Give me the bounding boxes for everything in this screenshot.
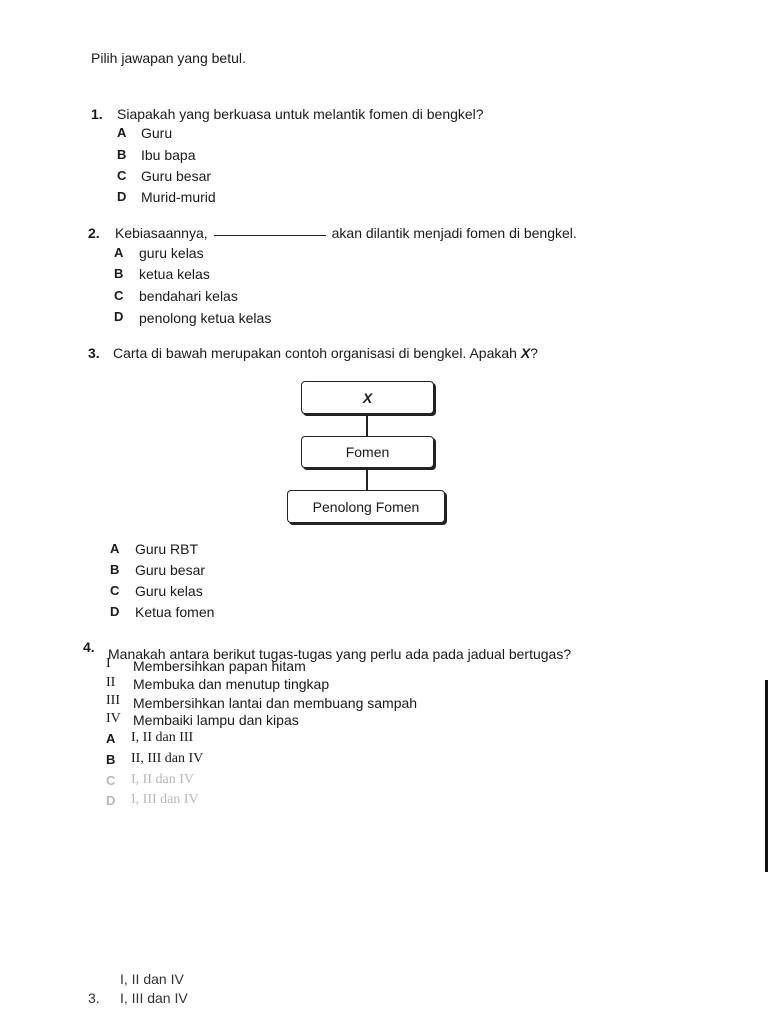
q1-option-a-letter: A bbox=[117, 125, 127, 140]
q4-option-a-letter: A bbox=[106, 731, 116, 746]
org-box-fomen bbox=[301, 436, 434, 468]
question-1-text: Siapakah yang berkuasa untuk melantik fomen di bengkel? bbox=[117, 106, 484, 122]
q2-option-b-letter: B bbox=[114, 266, 124, 281]
question-1-number: 1. bbox=[91, 106, 103, 122]
instruction-text: Pilih jawapan yang betul. bbox=[91, 50, 246, 66]
q4-option-a[interactable]: I, II dan III bbox=[131, 730, 194, 745]
q4-option-b-letter: B bbox=[106, 752, 116, 767]
question-3-x: X bbox=[520, 345, 531, 361]
q4-statement-2-roman: II bbox=[106, 675, 116, 690]
q1-option-c-letter: C bbox=[117, 168, 127, 183]
q4-option-c[interactable]: I, II dan IV bbox=[131, 772, 194, 787]
q2-option-b[interactable]: ketua kelas bbox=[139, 266, 210, 282]
q3-option-b[interactable]: Guru besar bbox=[135, 562, 206, 578]
question-3-text-before: Carta di bawah merupakan contoh organisasi di bengkel. Apakah bbox=[113, 345, 517, 361]
q4-statement-2: Membuka dan menutup tingkap bbox=[133, 676, 330, 692]
question-4-text: Manakah antara berikut tugas-tugas yang perlu ada pada jadual bertugas? bbox=[108, 646, 572, 662]
q2-option-c-letter: C bbox=[114, 288, 124, 303]
question-2-number: 2. bbox=[88, 225, 100, 241]
q2-option-c[interactable]: bendahari kelas bbox=[139, 288, 238, 304]
bottom-line-2-number: 3. bbox=[88, 990, 100, 1006]
q1-option-b[interactable]: Ibu bapa bbox=[141, 147, 196, 163]
q4-statement-4: Membaiki lampu dan kipas bbox=[133, 712, 299, 728]
org-box-penolong-fomen bbox=[287, 490, 445, 523]
question-3-text-after: ? bbox=[530, 345, 538, 361]
org-connector-2 bbox=[366, 468, 368, 490]
q3-option-c-letter: C bbox=[110, 583, 120, 598]
q3-option-d[interactable]: Ketua fomen bbox=[135, 604, 215, 620]
question-4-number: 4. bbox=[83, 639, 95, 655]
q4-statement-4-roman: IV bbox=[106, 711, 121, 726]
bottom-line-2: I, III dan IV bbox=[120, 990, 188, 1006]
q2-option-d-letter: D bbox=[114, 309, 124, 324]
org-box-fomen-label: Fomen bbox=[345, 444, 390, 460]
q4-statement-1-roman: I bbox=[106, 656, 111, 671]
question-3-text bbox=[113, 345, 538, 361]
q2-option-d[interactable]: penolong ketua kelas bbox=[139, 310, 272, 326]
q4-statement-3: Membersihkan lantai dan membuang sampah bbox=[133, 695, 418, 711]
org-box-x-label: X bbox=[362, 389, 373, 406]
q1-option-b-letter: B bbox=[117, 147, 127, 162]
org-box-x bbox=[301, 381, 434, 414]
q2-option-a[interactable]: guru kelas bbox=[139, 245, 204, 261]
q3-option-a-letter: A bbox=[110, 541, 120, 556]
q4-option-b[interactable]: II, III dan IV bbox=[131, 751, 204, 766]
question-3-number: 3. bbox=[88, 345, 100, 361]
q3-option-d-letter: D bbox=[110, 604, 120, 619]
q3-option-c[interactable]: Guru kelas bbox=[135, 583, 203, 599]
answer-blank bbox=[214, 235, 326, 236]
q4-option-d[interactable]: I, III dan IV bbox=[131, 792, 199, 807]
org-box-penolong-fomen-label: Penolong Fomen bbox=[312, 498, 420, 515]
q4-statement-3-roman: III bbox=[106, 693, 120, 708]
q4-option-c-letter: C bbox=[106, 773, 116, 788]
q1-option-d-letter: D bbox=[117, 189, 127, 204]
question-2-text-before: Kebiasaannya, bbox=[115, 225, 208, 241]
q1-option-c[interactable]: Guru besar bbox=[141, 168, 212, 184]
bottom-line-1: I, II dan IV bbox=[120, 971, 184, 987]
org-connector-1 bbox=[366, 414, 368, 436]
question-2-text bbox=[115, 225, 577, 241]
q2-option-a-letter: A bbox=[114, 245, 124, 260]
q3-option-b-letter: B bbox=[110, 562, 120, 577]
q3-option-a[interactable]: Guru RBT bbox=[135, 541, 199, 557]
q4-statement-1: Membersihkan papan hitam bbox=[133, 658, 306, 674]
question-2-text-after: akan dilantik menjadi fomen di bengkel. bbox=[331, 225, 577, 241]
q1-option-d[interactable]: Murid-murid bbox=[141, 189, 216, 205]
q1-option-a[interactable]: Guru bbox=[141, 125, 173, 141]
q4-option-d-letter: D bbox=[106, 793, 116, 808]
